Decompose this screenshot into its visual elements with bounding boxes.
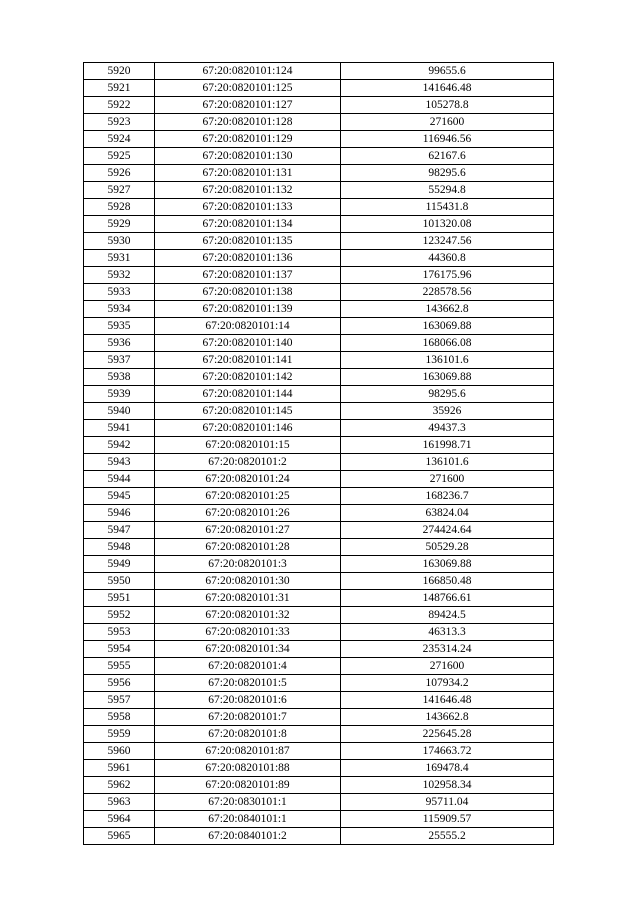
row-number-cell: 5957 — [84, 692, 155, 709]
value-cell: 271600 — [341, 658, 554, 675]
value-cell: 141646.48 — [341, 80, 554, 97]
cadastral-value-table — [83, 62, 554, 845]
value-cell: 116946.56 — [341, 131, 554, 148]
value-cell: 50529.28 — [341, 539, 554, 556]
cadastral-number-cell: 67:20:0820101:34 — [155, 641, 341, 658]
row-number-cell: 5952 — [84, 607, 155, 624]
cadastral-number-cell: 67:20:0820101:3 — [155, 556, 341, 573]
value-cell: 98295.6 — [341, 386, 554, 403]
value-cell: 169478.4 — [341, 760, 554, 777]
row-number-cell: 5924 — [84, 131, 155, 148]
cadastral-number-cell: 67:20:0820101:5 — [155, 675, 341, 692]
table-row — [84, 590, 554, 607]
table-row — [84, 114, 554, 131]
value-cell: 98295.6 — [341, 165, 554, 182]
row-number-cell: 5944 — [84, 471, 155, 488]
cadastral-number-cell: 67:20:0820101:26 — [155, 505, 341, 522]
cadastral-number-cell: 67:20:0820101:2 — [155, 454, 341, 471]
cadastral-number-cell: 67:20:0820101:24 — [155, 471, 341, 488]
cadastral-number-cell: 67:20:0820101:136 — [155, 250, 341, 267]
value-cell: 115431.8 — [341, 199, 554, 216]
cadastral-number-cell: 67:20:0820101:6 — [155, 692, 341, 709]
cadastral-number-cell: 67:20:0820101:145 — [155, 403, 341, 420]
row-number-cell: 5934 — [84, 301, 155, 318]
cadastral-number-cell: 67:20:0820101:14 — [155, 318, 341, 335]
table-row — [84, 539, 554, 556]
cadastral-number-cell: 67:20:0820101:88 — [155, 760, 341, 777]
cadastral-number-cell: 67:20:0820101:27 — [155, 522, 341, 539]
value-cell: 225645.28 — [341, 726, 554, 743]
cadastral-number-cell: 67:20:0820101:142 — [155, 369, 341, 386]
value-cell: 163069.88 — [341, 369, 554, 386]
value-cell: 141646.48 — [341, 692, 554, 709]
cadastral-number-cell: 67:20:0840101:2 — [155, 828, 341, 845]
value-cell: 25555.2 — [341, 828, 554, 845]
row-number-cell: 5926 — [84, 165, 155, 182]
value-cell: 166850.48 — [341, 573, 554, 590]
table-row — [84, 216, 554, 233]
table-row — [84, 777, 554, 794]
row-number-cell: 5941 — [84, 420, 155, 437]
value-cell: 49437.3 — [341, 420, 554, 437]
cadastral-number-cell: 67:20:0820101:25 — [155, 488, 341, 505]
row-number-cell: 5953 — [84, 624, 155, 641]
row-number-cell: 5922 — [84, 97, 155, 114]
value-cell: 274424.64 — [341, 522, 554, 539]
value-cell: 35926 — [341, 403, 554, 420]
table-row — [84, 148, 554, 165]
table-row — [84, 522, 554, 539]
cadastral-number-cell: 67:20:0820101:134 — [155, 216, 341, 233]
row-number-cell: 5928 — [84, 199, 155, 216]
cadastral-number-cell: 67:20:0820101:8 — [155, 726, 341, 743]
row-number-cell: 5954 — [84, 641, 155, 658]
table-row — [84, 760, 554, 777]
row-number-cell: 5932 — [84, 267, 155, 284]
table-row — [84, 794, 554, 811]
table-row — [84, 233, 554, 250]
table-row — [84, 726, 554, 743]
row-number-cell: 5961 — [84, 760, 155, 777]
value-cell: 99655.6 — [341, 63, 554, 80]
table-row — [84, 828, 554, 845]
cadastral-number-cell: 67:20:0820101:32 — [155, 607, 341, 624]
cadastral-number-cell: 67:20:0830101:1 — [155, 794, 341, 811]
value-cell: 63824.04 — [341, 505, 554, 522]
value-cell: 107934.2 — [341, 675, 554, 692]
table-row — [84, 165, 554, 182]
table-row — [84, 199, 554, 216]
row-number-cell: 5951 — [84, 590, 155, 607]
table-row — [84, 811, 554, 828]
value-cell: 163069.88 — [341, 318, 554, 335]
cadastral-number-cell: 67:20:0840101:1 — [155, 811, 341, 828]
value-cell: 55294.8 — [341, 182, 554, 199]
row-number-cell: 5948 — [84, 539, 155, 556]
row-number-cell: 5959 — [84, 726, 155, 743]
row-number-cell: 5920 — [84, 63, 155, 80]
value-cell: 163069.88 — [341, 556, 554, 573]
cadastral-number-cell: 67:20:0820101:7 — [155, 709, 341, 726]
value-cell: 228578.56 — [341, 284, 554, 301]
cadastral-number-cell: 67:20:0820101:140 — [155, 335, 341, 352]
cadastral-number-cell: 67:20:0820101:28 — [155, 539, 341, 556]
cadastral-number-cell: 67:20:0820101:132 — [155, 182, 341, 199]
cadastral-number-cell: 67:20:0820101:133 — [155, 199, 341, 216]
row-number-cell: 5947 — [84, 522, 155, 539]
table-row — [84, 352, 554, 369]
cadastral-number-cell: 67:20:0820101:135 — [155, 233, 341, 250]
value-cell: 136101.6 — [341, 454, 554, 471]
table-row — [84, 692, 554, 709]
table-row — [84, 182, 554, 199]
cadastral-number-cell: 67:20:0820101:89 — [155, 777, 341, 794]
value-cell: 102958.34 — [341, 777, 554, 794]
cadastral-number-cell: 67:20:0820101:146 — [155, 420, 341, 437]
table-row — [84, 488, 554, 505]
cadastral-number-cell: 67:20:0820101:141 — [155, 352, 341, 369]
row-number-cell: 5931 — [84, 250, 155, 267]
value-cell: 271600 — [341, 114, 554, 131]
value-cell: 44360.8 — [341, 250, 554, 267]
row-number-cell: 5955 — [84, 658, 155, 675]
row-number-cell: 5946 — [84, 505, 155, 522]
row-number-cell: 5963 — [84, 794, 155, 811]
table-row — [84, 658, 554, 675]
value-cell: 168236.7 — [341, 488, 554, 505]
row-number-cell: 5940 — [84, 403, 155, 420]
table-row — [84, 250, 554, 267]
row-number-cell: 5965 — [84, 828, 155, 845]
value-cell: 168066.08 — [341, 335, 554, 352]
value-cell: 95711.04 — [341, 794, 554, 811]
table-row — [84, 454, 554, 471]
table-row — [84, 420, 554, 437]
value-cell: 62167.6 — [341, 148, 554, 165]
value-cell: 101320.08 — [341, 216, 554, 233]
value-cell: 143662.8 — [341, 301, 554, 318]
table-row — [84, 709, 554, 726]
value-cell: 123247.56 — [341, 233, 554, 250]
value-cell: 271600 — [341, 471, 554, 488]
cadastral-number-cell: 67:20:0820101:139 — [155, 301, 341, 318]
value-cell: 176175.96 — [341, 267, 554, 284]
row-number-cell: 5935 — [84, 318, 155, 335]
row-number-cell: 5929 — [84, 216, 155, 233]
table-row — [84, 624, 554, 641]
table-row — [84, 335, 554, 352]
value-cell: 105278.8 — [341, 97, 554, 114]
cadastral-number-cell: 67:20:0820101:127 — [155, 97, 341, 114]
table-row — [84, 556, 554, 573]
cadastral-number-cell: 67:20:0820101:31 — [155, 590, 341, 607]
cadastral-number-cell: 67:20:0820101:137 — [155, 267, 341, 284]
row-number-cell: 5950 — [84, 573, 155, 590]
table-row — [84, 284, 554, 301]
row-number-cell: 5938 — [84, 369, 155, 386]
table-row — [84, 131, 554, 148]
value-cell: 174663.72 — [341, 743, 554, 760]
row-number-cell: 5937 — [84, 352, 155, 369]
value-cell: 89424.5 — [341, 607, 554, 624]
value-cell: 136101.6 — [341, 352, 554, 369]
cadastral-number-cell: 67:20:0820101:15 — [155, 437, 341, 454]
cadastral-number-cell: 67:20:0820101:125 — [155, 80, 341, 97]
table-row — [84, 63, 554, 80]
row-number-cell: 5927 — [84, 182, 155, 199]
row-number-cell: 5930 — [84, 233, 155, 250]
row-number-cell: 5942 — [84, 437, 155, 454]
table-row — [84, 437, 554, 454]
row-number-cell: 5956 — [84, 675, 155, 692]
table-row — [84, 675, 554, 692]
value-cell: 46313.3 — [341, 624, 554, 641]
table-row — [84, 318, 554, 335]
table-row — [84, 369, 554, 386]
value-cell: 161998.71 — [341, 437, 554, 454]
row-number-cell: 5943 — [84, 454, 155, 471]
value-cell: 148766.61 — [341, 590, 554, 607]
cadastral-number-cell: 67:20:0820101:87 — [155, 743, 341, 760]
row-number-cell: 5933 — [84, 284, 155, 301]
table-row — [84, 505, 554, 522]
table-row — [84, 97, 554, 114]
value-cell: 235314.24 — [341, 641, 554, 658]
cadastral-number-cell: 67:20:0820101:33 — [155, 624, 341, 641]
table-row — [84, 267, 554, 284]
cadastral-number-cell: 67:20:0820101:30 — [155, 573, 341, 590]
value-cell: 143662.8 — [341, 709, 554, 726]
table-body — [84, 63, 554, 845]
row-number-cell: 5921 — [84, 80, 155, 97]
row-number-cell: 5939 — [84, 386, 155, 403]
cadastral-number-cell: 67:20:0820101:128 — [155, 114, 341, 131]
row-number-cell: 5958 — [84, 709, 155, 726]
cadastral-number-cell: 67:20:0820101:131 — [155, 165, 341, 182]
cadastral-number-cell: 67:20:0820101:130 — [155, 148, 341, 165]
table-row — [84, 743, 554, 760]
cadastral-number-cell: 67:20:0820101:129 — [155, 131, 341, 148]
table-row — [84, 386, 554, 403]
value-cell: 115909.57 — [341, 811, 554, 828]
row-number-cell: 5964 — [84, 811, 155, 828]
cadastral-number-cell: 67:20:0820101:4 — [155, 658, 341, 675]
cadastral-number-cell: 67:20:0820101:138 — [155, 284, 341, 301]
row-number-cell: 5962 — [84, 777, 155, 794]
row-number-cell: 5960 — [84, 743, 155, 760]
row-number-cell: 5945 — [84, 488, 155, 505]
table-row — [84, 80, 554, 97]
cadastral-number-cell: 67:20:0820101:124 — [155, 63, 341, 80]
table-row — [84, 471, 554, 488]
row-number-cell: 5936 — [84, 335, 155, 352]
table-row — [84, 607, 554, 624]
row-number-cell: 5949 — [84, 556, 155, 573]
table-row — [84, 573, 554, 590]
row-number-cell: 5925 — [84, 148, 155, 165]
table-row — [84, 301, 554, 318]
table-row — [84, 403, 554, 420]
cadastral-number-cell: 67:20:0820101:144 — [155, 386, 341, 403]
table-row — [84, 641, 554, 658]
row-number-cell: 5923 — [84, 114, 155, 131]
